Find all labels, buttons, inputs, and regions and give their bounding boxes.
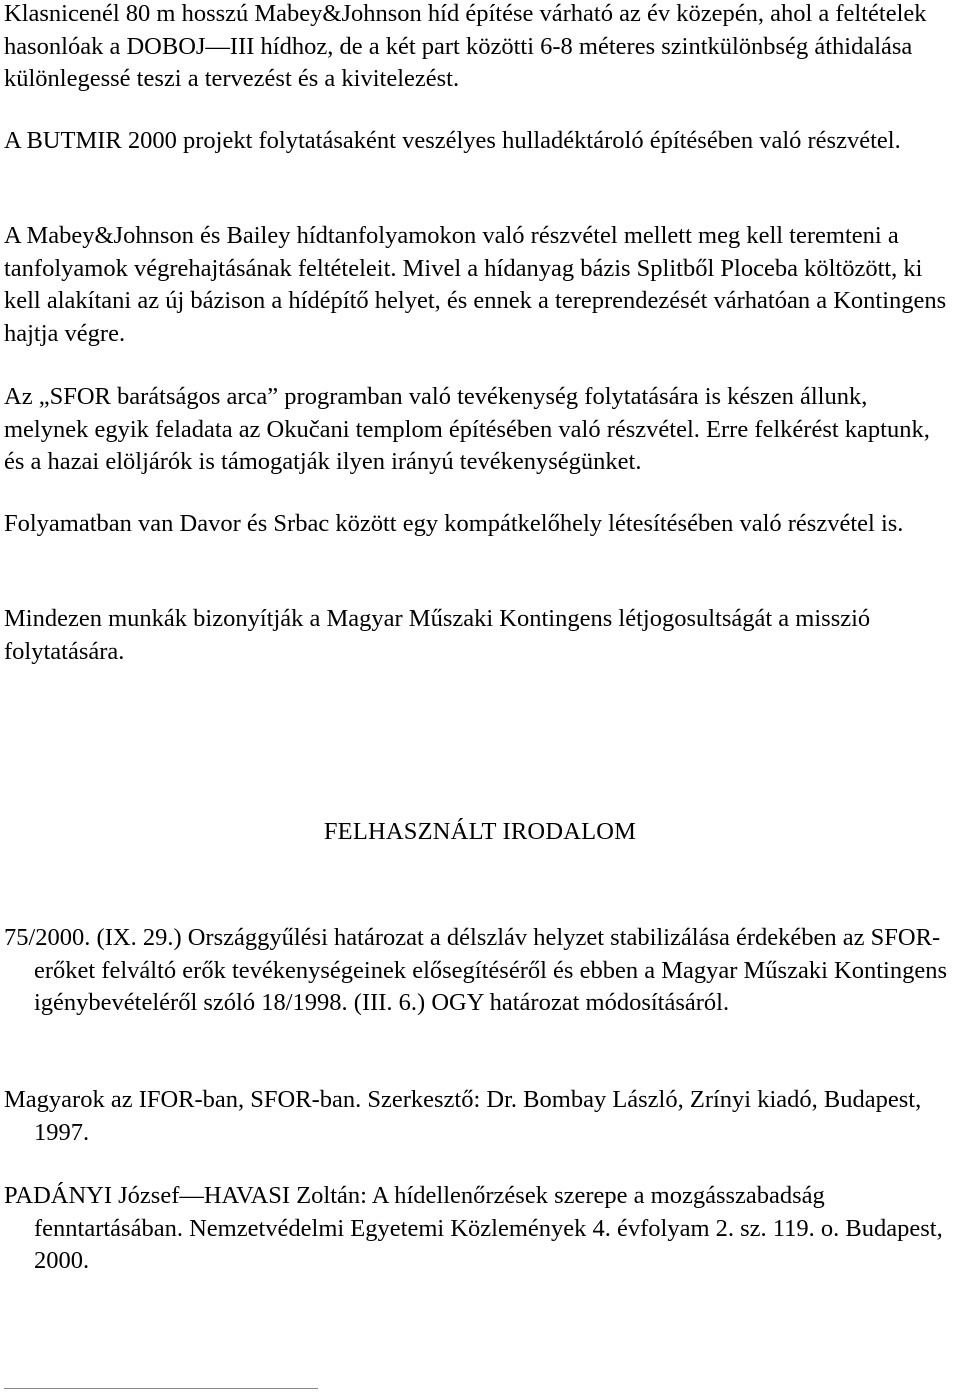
paragraph-klasnice-bridge: Klasnicenél 80 m hosszú Mabey&Johnson híd építése várható az év közepén, ahol a feltételek hasonlóak a DOBOJ—III hídhoz, de a két part közötti 6-8 méteres szintkülönbség áthidalása különlegessé teszi a tervezést és a kivitelezést. xyxy=(4,0,927,93)
paragraph-butmir-project: A BUTMIR 2000 projekt folytatásaként veszélyes hulladéktároló építésében való részvétel. xyxy=(4,127,901,154)
paragraph-sfor-program: Az „SFOR barátságos arca” programban való tevékenység folytatására is készen állunk, melynek egyik feladata az Okučani templom építésében való részvétel. Erre felkérést kaptunk, és a hazai elöljárók is támogatják ilyen irányú tevékenységünket. xyxy=(4,383,930,476)
paragraph-bridge-courses: A Mabey&Johnson és Bailey hídtanfolyamokon való részvétel mellett meg kell teremteni a tanfolyamok végrehajtásának feltételeit. Mivel a hídanyag bázis Splitből Ploceba költözött, ki kell alakítani az új bázison a hídépítő helyet, és ennek a tereprendezését várhatóan a Kontingens hajtja végre. xyxy=(4,222,947,347)
paragraph-ferry-crossing: Folyamatban van Davor és Srbac között egy kompátkelőhely létesítésében való részvétel is. xyxy=(4,510,904,537)
reference-item: 75/2000. (IX. 29.) Országgyűlési határozat a délszláv helyzet stabilizálása érdekében az SFOR-erőket felváltó erők tevékenységeinek elősegítéséről és ebben a Magyar Műszaki Kontingens igénybevételéről szóló 18/1998. (III. 6.) OGY határozat módosításáról. xyxy=(4,924,947,1017)
reference-item: Magyarok az IFOR-ban, SFOR-ban. Szerkesztő: Dr. Bombay László, Zrínyi kiadó, Budapest, 1997. xyxy=(4,1086,922,1146)
reference-item: PADÁNYI József—HAVASI Zoltán: A hídellenőrzések szerepe a mozgásszabadság fenntartásában. Nemzetvédelmi Egyetemi Közlemények 4. évfolyam 2. sz. 119. o. Budapest, 2000. xyxy=(4,1182,943,1275)
paragraph-conclusion: Mindezen munkák bizonyítják a Magyar Műszaki Kontingens létjogosultságát a misszió folytatására. xyxy=(4,605,871,665)
references-heading: FELHASZNÁLT IRODALOM xyxy=(323,818,637,845)
footnote-divider xyxy=(4,1388,318,1389)
